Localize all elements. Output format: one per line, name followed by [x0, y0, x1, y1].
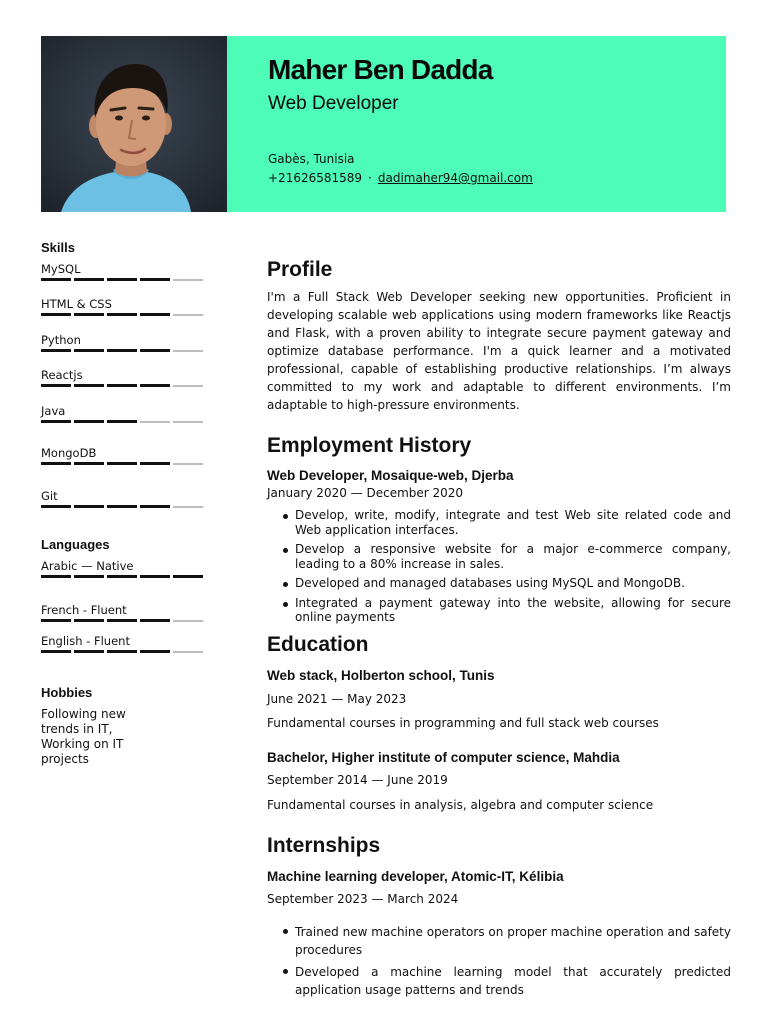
- contact-separator: ·: [368, 171, 372, 185]
- level-segment-filled: [41, 349, 71, 352]
- skill-level-bar: [41, 349, 211, 352]
- level-segment-empty: [173, 350, 203, 352]
- level-segment-filled: [107, 462, 137, 465]
- level-segment-filled: [107, 619, 137, 622]
- employment-heading: Employment History: [267, 434, 472, 457]
- level-segment-empty: [173, 620, 203, 622]
- list-item: Integrated a payment gateway into the website, allowing for secure online payments: [278, 596, 731, 625]
- level-segment-filled: [74, 349, 104, 352]
- level-segment-filled: [41, 650, 71, 653]
- skill-item: [41, 489, 211, 508]
- education-heading: Education: [267, 633, 369, 656]
- employment-dates: January 2020 — December 2020: [267, 486, 464, 500]
- language-item: [41, 634, 211, 653]
- skill-item: [41, 297, 211, 316]
- language-level-bar: [41, 619, 211, 622]
- level-segment-filled: [140, 619, 170, 622]
- level-segment-filled: [140, 505, 170, 508]
- level-segment-filled: [41, 619, 71, 622]
- list-item: Develop, write, modify, integrate and test Web site related code and Web application interfaces.: [278, 508, 731, 537]
- level-segment-filled: [41, 462, 71, 465]
- employment-bullets: [278, 508, 731, 630]
- skill-level-bar: [41, 462, 211, 465]
- level-segment-filled: [140, 278, 170, 281]
- level-segment-empty: [173, 385, 203, 387]
- skill-item: [41, 262, 211, 281]
- skills-heading: Skills: [41, 240, 75, 255]
- skill-name: MongoDB: [41, 446, 97, 460]
- language-level-bar: [41, 575, 211, 578]
- level-segment-filled: [41, 505, 71, 508]
- level-segment-filled: [140, 462, 170, 465]
- level-segment-filled: [41, 420, 71, 423]
- level-segment-filled: [107, 278, 137, 281]
- level-segment-filled: [140, 313, 170, 316]
- level-segment-filled: [140, 575, 170, 578]
- profile-photo-image: [41, 36, 227, 212]
- level-segment-filled: [107, 420, 137, 423]
- language-name: Arabic — Native: [41, 559, 134, 573]
- language-name: French - Fluent: [41, 603, 127, 617]
- skill-name: Reactjs: [41, 368, 83, 382]
- hobbies-heading: Hobbies: [41, 685, 93, 700]
- level-segment-filled: [173, 575, 203, 578]
- level-segment-empty: [173, 314, 203, 316]
- skill-name: Python: [41, 333, 81, 347]
- education-dates: September 2014 — June 2019: [267, 773, 448, 787]
- internship-dates: September 2023 — March 2024: [267, 892, 459, 906]
- skill-level-bar: [41, 278, 211, 281]
- level-segment-empty: [173, 651, 203, 653]
- education-desc: Fundamental courses in programming and full stack web courses: [267, 716, 659, 730]
- level-segment-filled: [74, 619, 104, 622]
- skill-item: [41, 368, 211, 387]
- skill-item: [41, 446, 211, 465]
- education-dates: June 2021 — May 2023: [267, 692, 407, 706]
- skill-name: Java: [41, 404, 66, 418]
- skill-item: [41, 333, 211, 352]
- level-segment-filled: [107, 575, 137, 578]
- languages-heading: Languages: [41, 537, 110, 552]
- internships-heading: Internships: [267, 834, 381, 857]
- language-level-bar: [41, 650, 211, 653]
- skill-name: HTML & CSS: [41, 297, 112, 311]
- language-name: English - Fluent: [41, 634, 130, 648]
- hobbies-text: Following new trends in IT, Working on IT projects: [41, 707, 126, 766]
- language-item: [41, 559, 211, 578]
- location: Gabès, Tunisia: [268, 152, 355, 166]
- level-segment-filled: [74, 575, 104, 578]
- level-segment-filled: [74, 420, 104, 423]
- skill-level-bar: [41, 420, 211, 423]
- level-segment-empty: [173, 506, 203, 508]
- level-segment-filled: [41, 278, 71, 281]
- level-segment-filled: [107, 313, 137, 316]
- level-segment-empty: [140, 421, 170, 423]
- list-item: Develop a responsive website for a major e-commerce company, leading to a 80% increase in sales.: [278, 542, 731, 571]
- level-segment-empty: [173, 463, 203, 465]
- internship-bullets: [278, 923, 731, 1003]
- language-item: [41, 603, 211, 622]
- level-segment-filled: [140, 349, 170, 352]
- level-segment-filled: [107, 650, 137, 653]
- level-segment-filled: [140, 384, 170, 387]
- level-segment-filled: [41, 313, 71, 316]
- level-segment-filled: [74, 313, 104, 316]
- job-title: Web Developer: [268, 93, 399, 114]
- phone-number: +21626581589: [268, 171, 363, 185]
- level-segment-empty: [173, 279, 203, 281]
- profile-photo: [41, 36, 227, 212]
- skill-level-bar: [41, 313, 211, 316]
- list-item: Trained new machine operators on proper machine operation and safety procedures: [278, 923, 731, 959]
- skill-name: MySQL: [41, 262, 81, 276]
- level-segment-filled: [74, 650, 104, 653]
- level-segment-filled: [74, 278, 104, 281]
- level-segment-filled: [74, 384, 104, 387]
- level-segment-filled: [107, 505, 137, 508]
- skill-level-bar: [41, 384, 211, 387]
- skill-item: [41, 404, 211, 423]
- internship-title: Machine learning developer, Atomic-IT, Kélibia: [267, 869, 564, 884]
- profile-heading: Profile: [267, 258, 333, 281]
- level-segment-filled: [74, 462, 104, 465]
- level-segment-filled: [107, 384, 137, 387]
- education-title: Bachelor, Higher institute of computer science, Mahdia: [267, 750, 620, 765]
- level-segment-filled: [140, 650, 170, 653]
- header-banner: [227, 36, 726, 212]
- list-item: Developed a machine learning model that accurately predicted application usage patterns and trends: [278, 963, 731, 999]
- level-segment-filled: [41, 575, 71, 578]
- employment-title: Web Developer, Mosaique-web, Djerba: [267, 468, 514, 483]
- contact-line: [268, 171, 533, 185]
- level-segment-filled: [107, 349, 137, 352]
- skill-name: Git: [41, 489, 58, 503]
- education-title: Web stack, Holberton school, Tunis: [267, 668, 495, 683]
- email-link[interactable]: dadimaher94@gmail.com: [377, 171, 533, 185]
- level-segment-filled: [74, 505, 104, 508]
- level-segment-empty: [173, 421, 203, 423]
- education-desc: Fundamental courses in analysis, algebra and computer science: [267, 798, 654, 812]
- candidate-name: Maher Ben Dadda: [268, 54, 493, 85]
- list-item: Developed and managed databases using MySQL and MongoDB.: [278, 576, 731, 591]
- skill-level-bar: [41, 505, 211, 508]
- profile-text: I'm a Full Stack Web Developer seeking new opportunities. Proficient in developing scalable web applications using modern frameworks like Reactjs and Flask, with a proven ability to integrate secure payment gateway and optimize database performance. I'm a quick learner and a motivated professional, capable of establishing productive relationships. I’m always committed to my work and adaptable to different environments. I’m adaptable to high-pressure environments.: [267, 290, 731, 412]
- level-segment-filled: [41, 384, 71, 387]
